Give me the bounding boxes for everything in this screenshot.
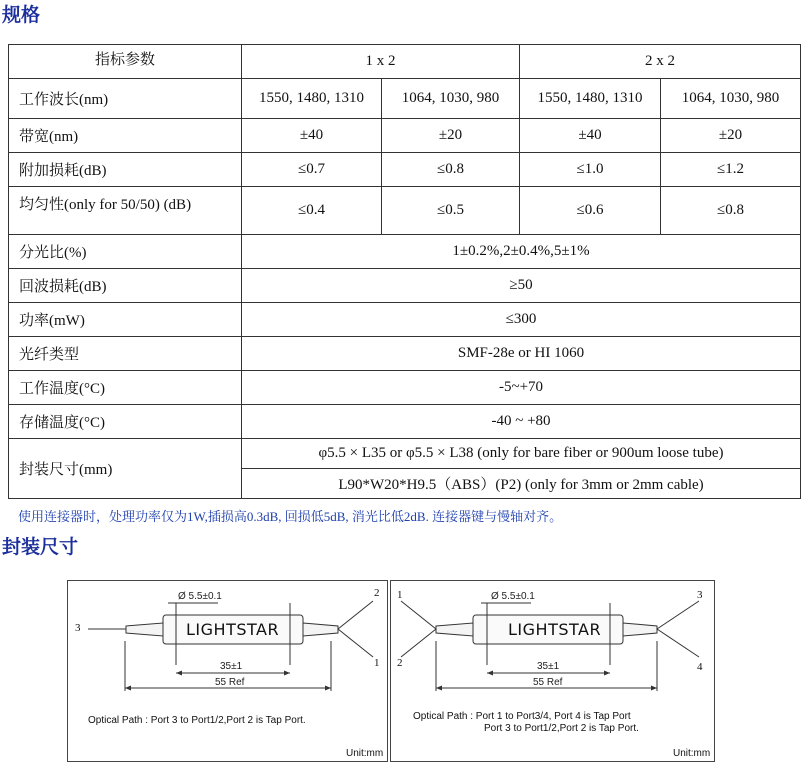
optical-path-text: Port 3 to Port1/2,Port 2 is Tap Port. (484, 723, 639, 734)
table-header-row (9, 45, 801, 79)
port-label: 2 (374, 587, 380, 599)
row-label: 功率(mW) (9, 303, 242, 337)
spec-table (8, 44, 801, 499)
cell: ≤0.7 (242, 153, 382, 187)
table-row (9, 79, 801, 119)
package-heading: 封装尺寸 (2, 536, 79, 558)
table-row (9, 269, 801, 303)
total-length-label: 55 Ref (215, 677, 245, 688)
row-label: 存储温度(°C) (9, 405, 242, 439)
row-label: 均匀性(only for 50/50) (dB) (9, 187, 242, 235)
cell: ≤1.2 (661, 153, 801, 187)
optical-path-text: Optical Path : Port 3 to Port1/2,Port 2 is Tap Port. (88, 715, 306, 726)
table-row (9, 405, 801, 439)
table-row (9, 371, 801, 405)
cell: ≤0.4 (242, 187, 382, 235)
port-label: 1 (374, 657, 380, 669)
cell: ±40 (520, 119, 661, 153)
row-label: 工作波长(nm) (9, 79, 242, 119)
row-label: 封装尺寸(mm) (9, 439, 242, 499)
unit-label: Unit:mm (673, 748, 711, 759)
col-1x2-header: 1 x 2 (242, 45, 520, 79)
brand-logo-text: LIGHTSTAR (186, 620, 280, 639)
cell: 1±0.2%,2±0.4%,5±1% (242, 235, 801, 269)
table-row (9, 303, 801, 337)
row-label: 附加损耗(dB) (9, 153, 242, 187)
port-label: 3 (697, 589, 703, 601)
cell: ≤0.5 (382, 187, 520, 235)
port-label: 3 (75, 622, 81, 634)
cell: 1064, 1030, 980 (661, 79, 801, 119)
row-label: 回波损耗(dB) (9, 269, 242, 303)
cell: ±20 (661, 119, 801, 153)
cell: ≤0.8 (661, 187, 801, 235)
table-row (9, 439, 801, 469)
cell: 1064, 1030, 980 (382, 79, 520, 119)
row-label: 带宽(nm) (9, 119, 242, 153)
row-label: 工作温度(°C) (9, 371, 242, 405)
diagram-1x2 (67, 580, 388, 762)
brand-logo-text: LIGHTSTAR (508, 620, 602, 639)
optical-path-text: Optical Path : Port 1 to Port3/4, Port 4 is Tap Port (413, 711, 631, 722)
col-2x2-header: 2 x 2 (520, 45, 801, 79)
body-length-label: 35±1 (537, 661, 560, 672)
cell: -5~+70 (242, 371, 801, 405)
cell: ≤300 (242, 303, 801, 337)
diameter-label: Ø 5.5±0.1 (178, 591, 222, 602)
row-label: 分光比(%) (9, 235, 242, 269)
port-label: 4 (697, 661, 703, 673)
connector-note: 使用连接器时，处理功率仅为1W,插损高0.3dB, 回损低5dB, 消光比低2dB. 连接器键与慢轴对齐。 (18, 509, 563, 524)
cell: SMF-28e or HI 1060 (242, 337, 801, 371)
total-length-label: 55 Ref (533, 677, 563, 688)
cell: -40 ~ +80 (242, 405, 801, 439)
diameter-label: Ø 5.5±0.1 (491, 591, 535, 602)
cell: ≤0.8 (382, 153, 520, 187)
table-row (9, 119, 801, 153)
diagram-2x2 (390, 580, 715, 762)
cell: ≤1.0 (520, 153, 661, 187)
cell: ≥50 (242, 269, 801, 303)
table-row (9, 235, 801, 269)
cell: 1550, 1480, 1310 (520, 79, 661, 119)
cell: φ5.5 × L35 or φ5.5 × L38 (only for bare fiber or 900um loose tube) (242, 439, 801, 469)
param-header: 指标参数 (9, 45, 242, 79)
table-row (9, 153, 801, 187)
table-row (9, 187, 801, 235)
cell: 1550, 1480, 1310 (242, 79, 382, 119)
cell: ±40 (242, 119, 382, 153)
table-row (9, 337, 801, 371)
cell: ≤0.6 (520, 187, 661, 235)
row-label: 光纤类型 (9, 337, 242, 371)
body-length-label: 35±1 (220, 661, 243, 672)
spec-heading: 规格 (2, 4, 41, 26)
port-label: 2 (397, 657, 403, 669)
cell: ±20 (382, 119, 520, 153)
port-label: 1 (397, 589, 403, 601)
unit-label: Unit:mm (346, 748, 384, 759)
cell: L90*W20*H9.5（ABS）(P2) (only for 3mm or 2mm cable) (242, 469, 801, 499)
